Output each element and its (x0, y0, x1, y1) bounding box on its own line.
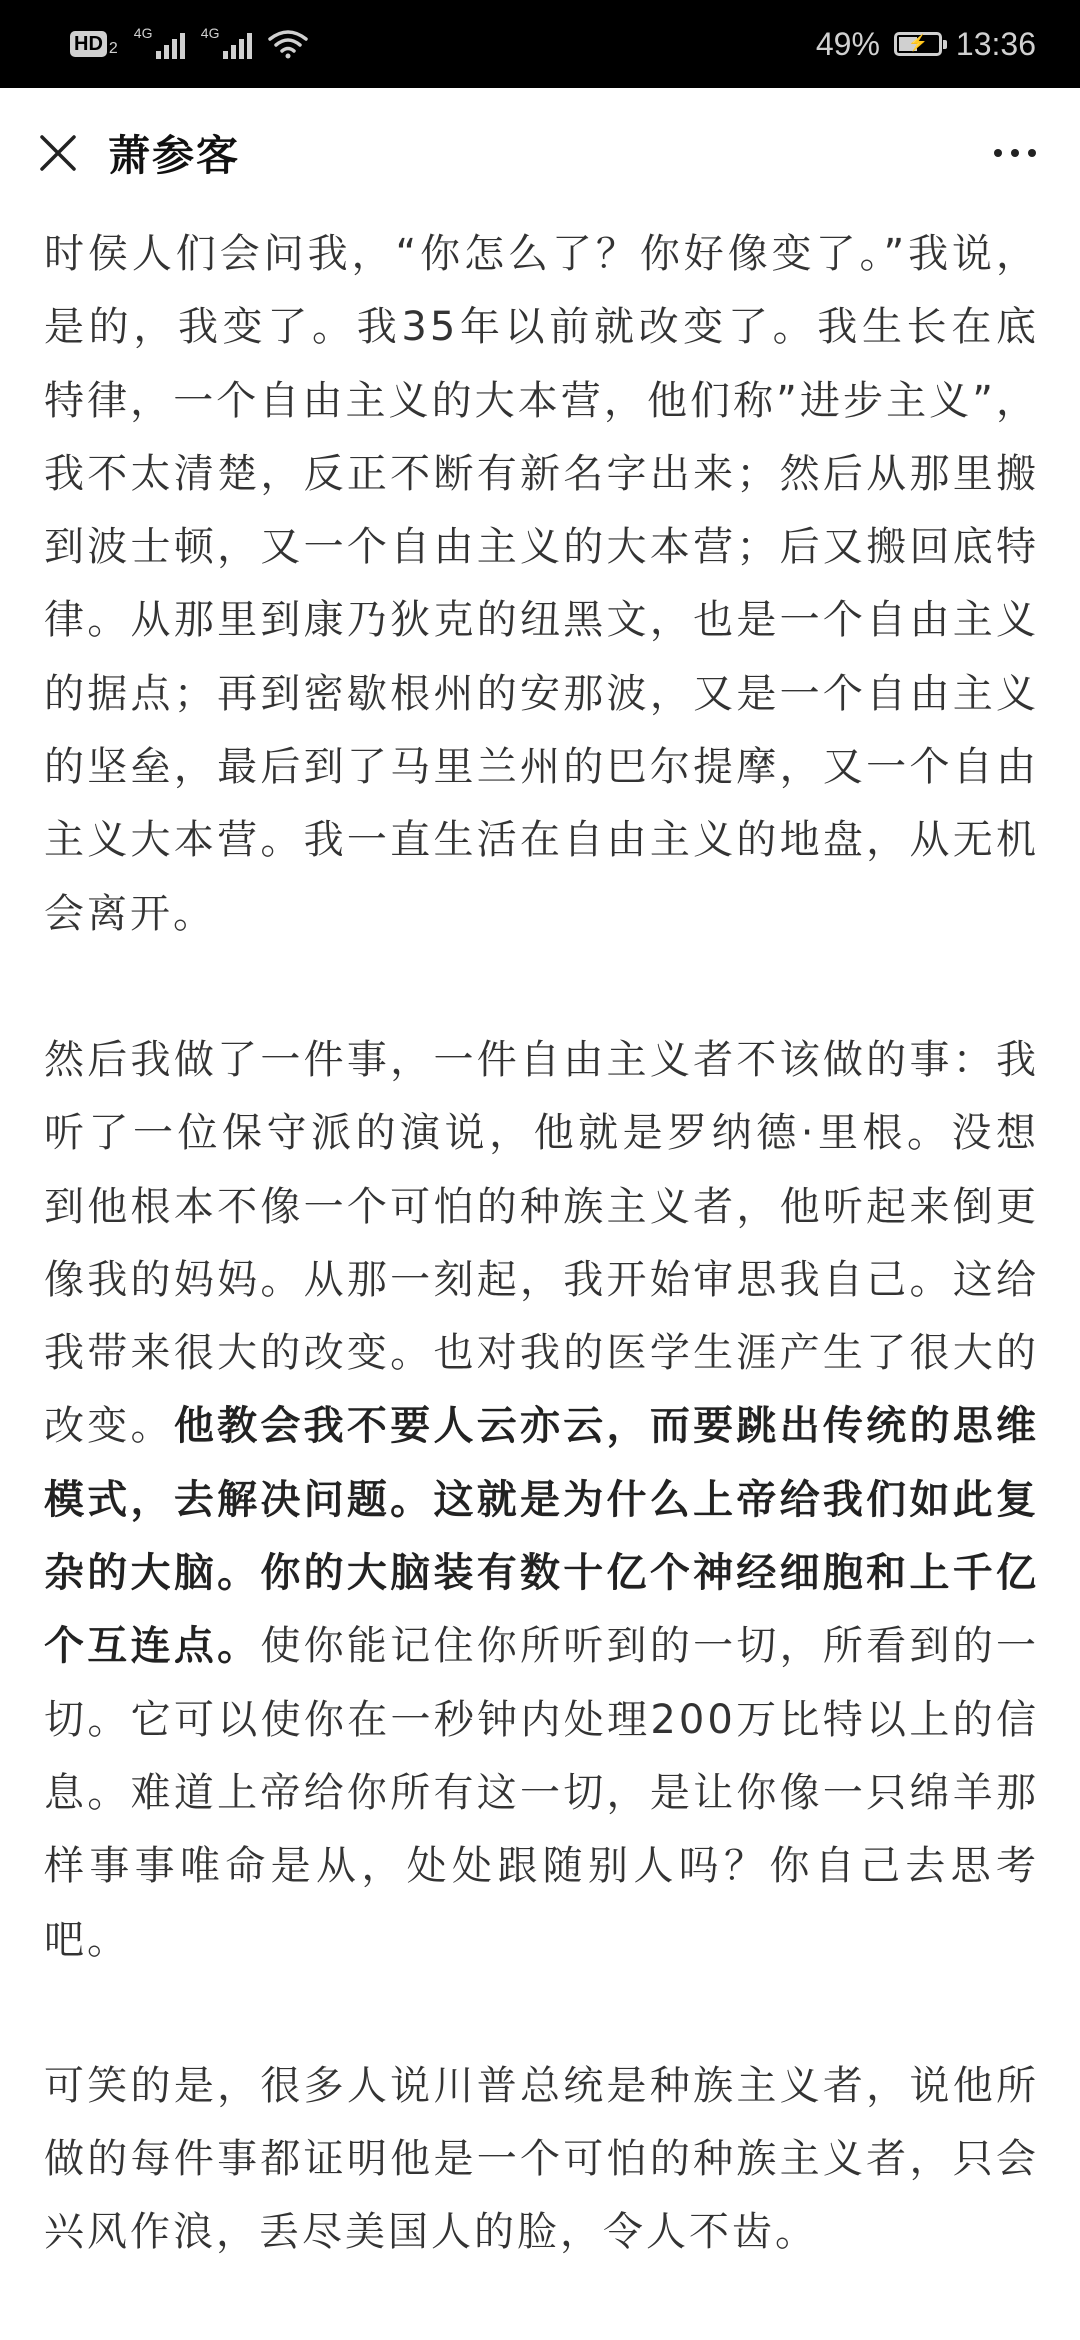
status-bar (0, 0, 1080, 88)
hd-badge: HD (70, 31, 107, 57)
battery-percent: 49% (815, 25, 880, 62)
hd-icon (70, 30, 118, 58)
status-right (816, 26, 1036, 63)
more-icon (1011, 149, 1019, 157)
bold-text: 他教会我不要人云亦云，而要跳出传统的思维模式，去解决问题。这就是为什么上帝给我们如此复杂的大脑。你的大脑装有数十亿个神经细胞和上千亿个互连点。 (44, 1403, 1039, 1670)
signal-icon (133, 25, 185, 59)
paragraph: 可笑的是，很多人说川普总统是种族主义者，说他所做的每件事都证明他是一个可怕的种族主义者，只会兴风作浪，丢尽美国人的脸，令人不齿。 (44, 2062, 1039, 2256)
signal-icon (200, 25, 252, 59)
paragraph: 时侯人们会问我，“你怎么了？你好像变了。”我说，是的，我变了。我35年以前就改变了。我生长在底特律，一个自由主义的大本营，他们称”进步主义”，我不太清楚，反正不断有新名字出来；然后从那里搬到波士顿，又一个自由主义的大本营；后又搬回底特律。从那里到康乃狄克的纽黑文，也是一个自由主义的据点；再到密歇根州的安那波，又是一个自由主义的坚垒，最后到了马里兰州的巴尔提摩，又一个自由主义大本营。我一直生活在自由主义的地盘，从无机会离开。 (44, 231, 1039, 937)
signal-label: 4G (133, 25, 153, 41)
more-icon (1028, 149, 1036, 157)
hd-sub: 2 (108, 40, 118, 57)
paragraph-gap (44, 951, 1039, 1024)
status-left (70, 25, 308, 59)
more-icon (994, 149, 1002, 157)
page-title: 萧参客 (108, 131, 241, 180)
wifi-icon (268, 29, 308, 59)
header-bar (0, 88, 1080, 218)
article-body (44, 218, 1039, 2340)
battery-charging-icon: ⚡ (894, 32, 942, 56)
clock: 13:36 (955, 25, 1036, 62)
close-icon (38, 133, 78, 173)
paragraph-text: 然后我做了一件事，一件自由主义者不该做的事：我听了一位保守派的演说，他就是罗纳德·里根。没想到他根本不像一个可怕的种族主义者，他听起来倒更像我的妈妈。从那一刻起，我开始审思我自己。这给我带来很大的改变。也对我的医学生涯产生了很大的改变。 (44, 1036, 1039, 1450)
signal-label: 4G (200, 25, 220, 41)
paragraph (44, 1024, 1039, 1977)
more-button[interactable] (990, 139, 1040, 167)
close-button[interactable] (34, 129, 82, 177)
paragraph-gap (44, 1977, 1039, 2050)
paragraph-text: 使你能记住你所听到的一切，所看到的一切。它可以使你在一秒钟内处理200万比特以上的信息。难道上帝给你所有这一切，是让你像一只绵羊那样事事唯命是从，处处跟随别人吗？你自己去思考吧。 (44, 1623, 1039, 1963)
